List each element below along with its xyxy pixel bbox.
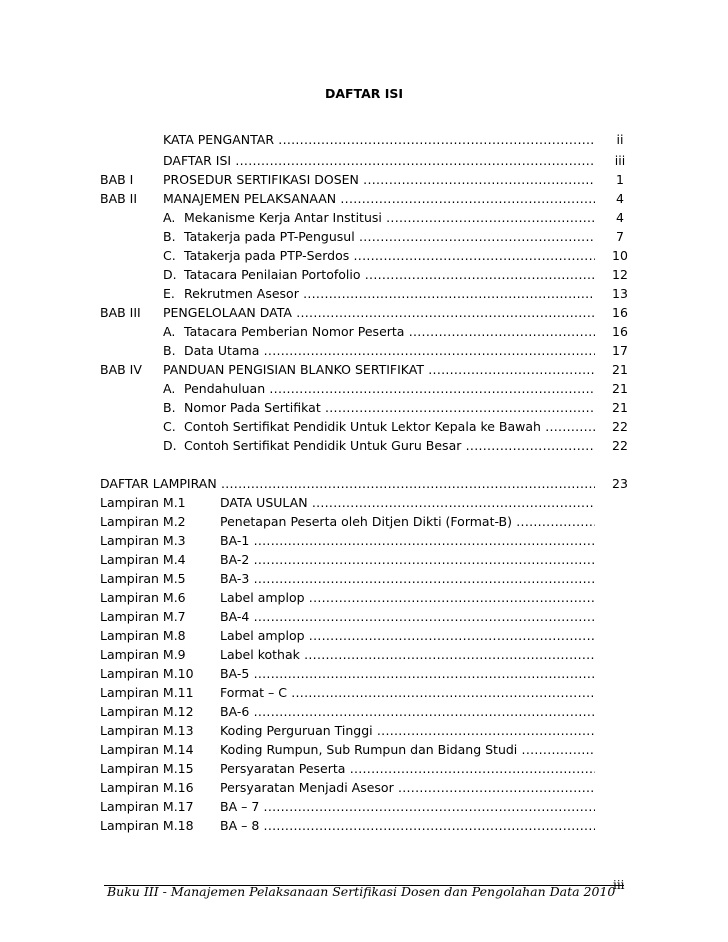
toc-entry-text <box>163 265 595 284</box>
lampiran-text: BA-6 ..... <box>220 702 595 721</box>
toc-entry-text <box>163 341 595 360</box>
lampiran-label: Lampiran M.14 <box>100 742 194 757</box>
lampiran-label: Lampiran M.9 <box>100 647 186 662</box>
lampiran-row <box>100 626 635 645</box>
lampiran-row <box>100 664 635 683</box>
toc-chapter-label: BAB IV <box>100 362 142 377</box>
lampiran-row <box>100 531 635 550</box>
lampiran-label: Lampiran M.16 <box>100 780 194 795</box>
lampiran-label: Lampiran M.2 <box>100 514 186 529</box>
toc-entry-text: MANAJEMEN PELAKSANAAN ..... <box>163 189 595 208</box>
lampiran-row <box>100 759 635 778</box>
toc-entry-title: Tatakerja pada PTP-Serdos <box>184 248 350 263</box>
lampiran-label: Lampiran M.13 <box>100 723 194 738</box>
toc-page-number: ii <box>616 132 624 147</box>
toc-row <box>100 322 635 341</box>
toc-entry-letter: B. <box>163 400 176 415</box>
lampiran-row <box>100 588 635 607</box>
lampiran-label: Lampiran M.15 <box>100 761 194 776</box>
toc-entry-letter: D. <box>163 438 177 453</box>
lampiran-header-page: 23 <box>612 476 628 491</box>
toc-row <box>100 151 635 170</box>
toc-entry-text <box>163 417 595 436</box>
toc-row <box>100 130 635 149</box>
toc-page-number: 13 <box>612 286 628 301</box>
toc-entry-text <box>163 436 595 455</box>
lampiran-text: Penetapan Peserta oleh Ditjen Dikti (Format-B) ..... <box>220 512 595 531</box>
toc-page-number: 10 <box>612 248 628 263</box>
lampiran-header-text: DAFTAR LAMPIRAN ..... <box>100 474 595 493</box>
toc-page-number: 21 <box>612 362 628 377</box>
lampiran-row <box>100 550 635 569</box>
lampiran-label: Lampiran M.12 <box>100 704 194 719</box>
lampiran-row <box>100 721 635 740</box>
lampiran-label: Lampiran M.5 <box>100 571 186 586</box>
toc-row <box>100 189 635 208</box>
toc-entry-letter: B. <box>163 343 176 358</box>
footer-page-number: iii <box>613 878 625 892</box>
lampiran-text: BA-1 ..... <box>220 531 595 550</box>
toc-page-number: 4 <box>616 210 624 225</box>
toc-entry-title: Tatacara Penilaian Portofolio <box>184 267 361 282</box>
toc-chapter-label: BAB I <box>100 172 134 187</box>
toc-page-number: 1 <box>616 172 624 187</box>
toc-entry-text <box>163 284 595 303</box>
lampiran-text: Label amplop ..... <box>220 626 595 645</box>
lampiran-text: Label kothak ..... <box>220 645 595 664</box>
toc-page-number: 16 <box>612 324 628 339</box>
toc-page-number: iii <box>614 153 626 168</box>
lampiran-label: Lampiran M.4 <box>100 552 186 567</box>
toc-entry-text: DAFTAR ISI ..... <box>163 151 595 170</box>
lampiran-label: Lampiran M.18 <box>100 818 194 833</box>
toc-page-number: 7 <box>616 229 624 244</box>
toc-row <box>100 284 635 303</box>
toc-row <box>100 227 635 246</box>
toc-row <box>100 246 635 265</box>
footer-text: Buku III - Manajemen Pelaksanaan Sertifikasi Dosen dan Pengolahan Data 2010 <box>107 884 616 899</box>
toc-entry-text: PENGELOLAAN DATA ..... <box>163 303 595 322</box>
toc-entry-title: Nomor Pada Sertifikat <box>184 400 321 415</box>
toc-entry-letter: E. <box>163 286 175 301</box>
toc-row <box>100 398 635 417</box>
toc-page-number: 4 <box>616 191 624 206</box>
toc-entry-text: PROSEDUR SERTIFIKASI DOSEN ..... <box>163 170 595 189</box>
lampiran-row <box>100 512 635 531</box>
toc-entry-title: Mekanisme Kerja Antar Institusi <box>184 210 382 225</box>
lampiran-row <box>100 569 635 588</box>
lampiran-label: Lampiran M.11 <box>100 685 194 700</box>
lampiran-text: BA-2 ..... <box>220 550 595 569</box>
toc-row <box>100 360 635 379</box>
lampiran-row <box>100 683 635 702</box>
toc-page-number: 21 <box>612 400 628 415</box>
toc-entry-text <box>163 379 595 398</box>
lampiran-label: Lampiran M.1 <box>100 495 186 510</box>
toc-entry-text <box>163 322 595 341</box>
lampiran-row <box>100 778 635 797</box>
toc-entry-text: PANDUAN PENGISIAN BLANKO SERTIFIKAT ..... <box>163 360 595 379</box>
lampiran-row <box>100 740 635 759</box>
toc-entry-title: Tatakerja pada PT-Pengusul <box>184 229 355 244</box>
toc-page-number: 17 <box>612 343 628 358</box>
toc-entry-letter: D. <box>163 267 177 282</box>
toc-page-number: 16 <box>612 305 628 320</box>
lampiran-text: BA-3 ..... <box>220 569 595 588</box>
toc-entry-text: KATA PENGANTAR ..... <box>163 130 595 149</box>
toc-page-number: 22 <box>612 419 628 434</box>
toc-entry-text <box>163 208 595 227</box>
toc-page-number: 12 <box>612 267 628 282</box>
toc-page-number: 21 <box>612 381 628 396</box>
toc-entry-letter: A. <box>163 210 176 225</box>
lampiran-label: Lampiran M.17 <box>100 799 194 814</box>
lampiran-text: BA – 8 ..... <box>220 816 595 835</box>
lampiran-text: Persyaratan Menjadi Asesor ..... <box>220 778 595 797</box>
lampiran-row <box>100 816 635 835</box>
lampiran-label: Lampiran M.3 <box>100 533 186 548</box>
lampiran-label: Lampiran M.10 <box>100 666 194 681</box>
lampiran-text: Format – C ..... <box>220 683 595 702</box>
toc-entry-title: Pendahuluan <box>184 381 266 396</box>
lampiran-text: BA – 7 ..... <box>220 797 595 816</box>
toc-entry-letter: C. <box>163 419 176 434</box>
lampiran-text: Label amplop ..... <box>220 588 595 607</box>
lampiran-label: Lampiran M.7 <box>100 609 186 624</box>
lampiran-header-row <box>100 474 635 493</box>
toc-entry-text <box>163 227 595 246</box>
toc-entry-text <box>163 398 595 417</box>
toc-row <box>100 379 635 398</box>
toc-row <box>100 265 635 284</box>
toc-entry-title: Contoh Sertifikat Pendidik Untuk Guru Besar <box>184 438 462 453</box>
toc-row <box>100 417 635 436</box>
toc-row <box>100 436 635 455</box>
toc-entry-letter: A. <box>163 324 176 339</box>
toc-entry-text <box>163 246 595 265</box>
toc-row <box>100 341 635 360</box>
toc-entry-title: Data Utama <box>184 343 260 358</box>
toc-row <box>100 208 635 227</box>
lampiran-row <box>100 607 635 626</box>
toc-entry-letter: B. <box>163 229 176 244</box>
lampiran-label: Lampiran M.8 <box>100 628 186 643</box>
lampiran-label: Lampiran M.6 <box>100 590 186 605</box>
lampiran-row <box>100 797 635 816</box>
lampiran-row <box>100 645 635 664</box>
toc-row <box>100 170 635 189</box>
toc-entry-letter: A. <box>163 381 176 396</box>
lampiran-row <box>100 702 635 721</box>
lampiran-text: Persyaratan Peserta ..... <box>220 759 595 778</box>
toc-entry-title: Rekrutmen Asesor <box>184 286 299 301</box>
lampiran-text: Koding Rumpun, Sub Rumpun dan Bidang Studi ..... <box>220 740 595 759</box>
lampiran-text: BA-5 ..... <box>220 664 595 683</box>
lampiran-text: DATA USULAN ..... <box>220 493 595 512</box>
toc-row <box>100 303 635 322</box>
page-title: DAFTAR ISI <box>324 86 404 101</box>
toc-chapter-label: BAB III <box>100 305 141 320</box>
toc-entry-title: Tatacara Pemberian Nomor Peserta <box>184 324 405 339</box>
toc-chapter-label: BAB II <box>100 191 138 206</box>
lampiran-text: BA-4 ..... <box>220 607 595 626</box>
lampiran-text: Koding Perguruan Tinggi ..... <box>220 721 595 740</box>
toc-entry-letter: C. <box>163 248 176 263</box>
lampiran-row <box>100 493 635 512</box>
toc-page-number: 22 <box>612 438 628 453</box>
toc-entry-title: Contoh Sertifikat Pendidik Untuk Lektor Kepala ke Bawah <box>184 419 541 434</box>
